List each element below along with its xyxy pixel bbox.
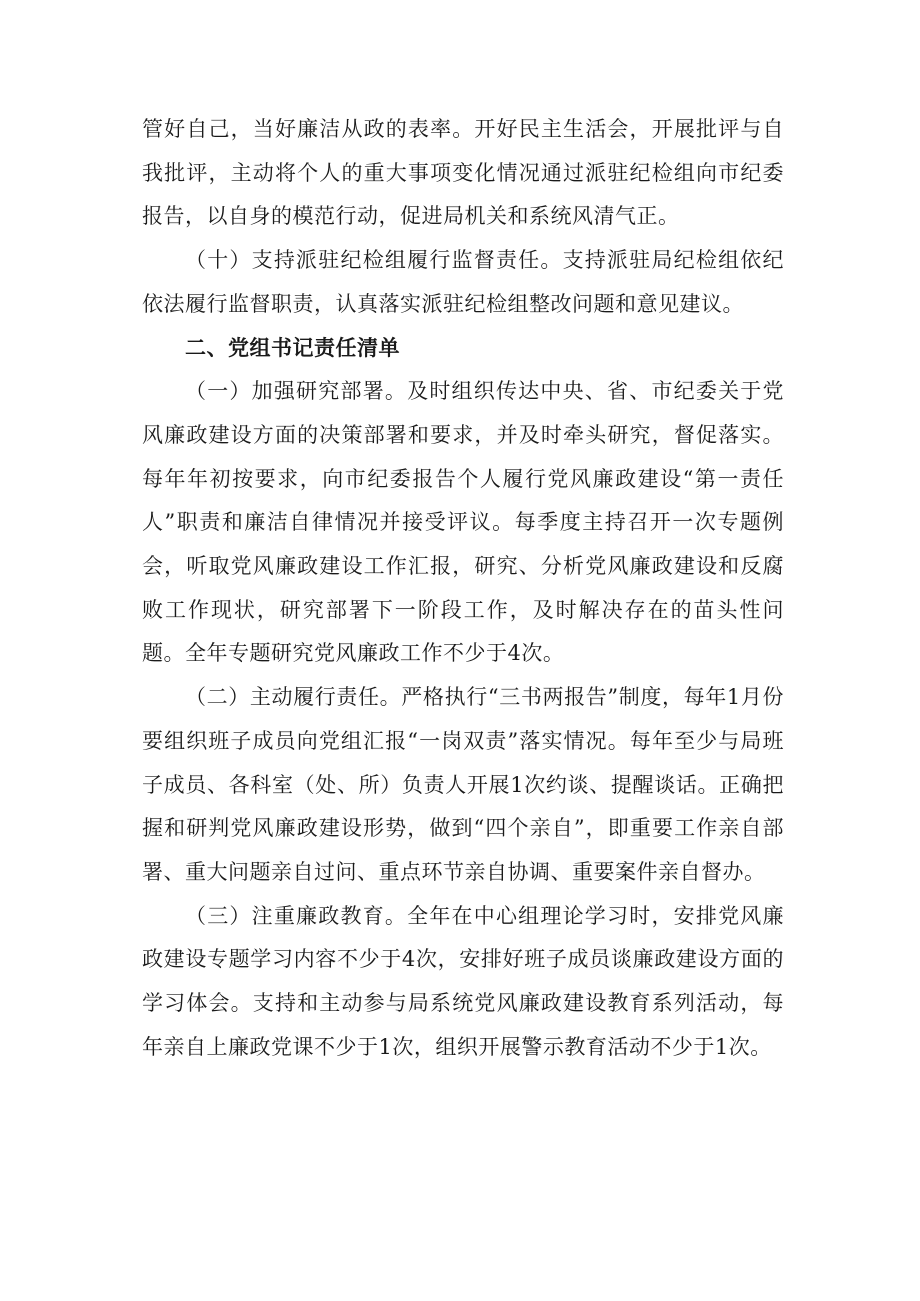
paragraph-continuation: 管好自己，当好廉洁从政的表率。开好民主生活会，开展批评与自我批评，主动将个人的重大事项变化情况通过派驻纪检组向市纪委报告，以自身的模范行动，促进局机关和系统风清气正。 — [142, 117, 784, 229]
document-page — [142, 108, 784, 1069]
paragraph-item-10: （十）支持派驻纪检组履行监督责任。支持派驻局纪检组依纪依法履行监督职责，认真落实派驻纪检组整改问题和意见建议。 — [142, 248, 784, 316]
section-heading: 二、党组书记责任清单 — [185, 335, 400, 360]
paragraph-item-2: （二）主动履行责任。严格执行“三书两报告”制度，每年1月份要组织班子成员向党组汇报“一岗双责”落实情况。每年至少与局班子成员、各科室（处、所）负责人开展1次约谈、提醒谈话。正确把握和研判党风廉政建设形势，做到“四个亲自”，即重要工作亲自部署、重大问题亲自过问、重点环节亲自协调、重要案件亲自督办。 — [142, 685, 784, 884]
paragraph-item-1: （一）加强研究部署。及时组织传达中央、省、市纪委关于党风廉政建设方面的决策部署和要求，并及时牵头研究，督促落实。每年年初按要求，向市纪委报告个人履行党风廉政建设“第一责任人”职责和廉洁自律情况并接受评议。每季度主持召开一次专题例会，听取党风廉政建设工作汇报，研究、分析党风廉政建设和反腐败工作现状，研究部署下一阶段工作，及时解决存在的苗头性问题。全年专题研究党风廉政工作不少于4次。 — [142, 379, 784, 666]
paragraph-item-3: （三）注重廉政教育。全年在中心组理论学习时，安排党风廉政建设专题学习内容不少于4次，安排好班子成员谈廉政建设方面的学习体会。支持和主动参与局系统党风廉政建设教育系列活动，每年亲自上廉政党课不少于1次，组织开展警示教育活动不少于1次。 — [142, 903, 784, 1059]
